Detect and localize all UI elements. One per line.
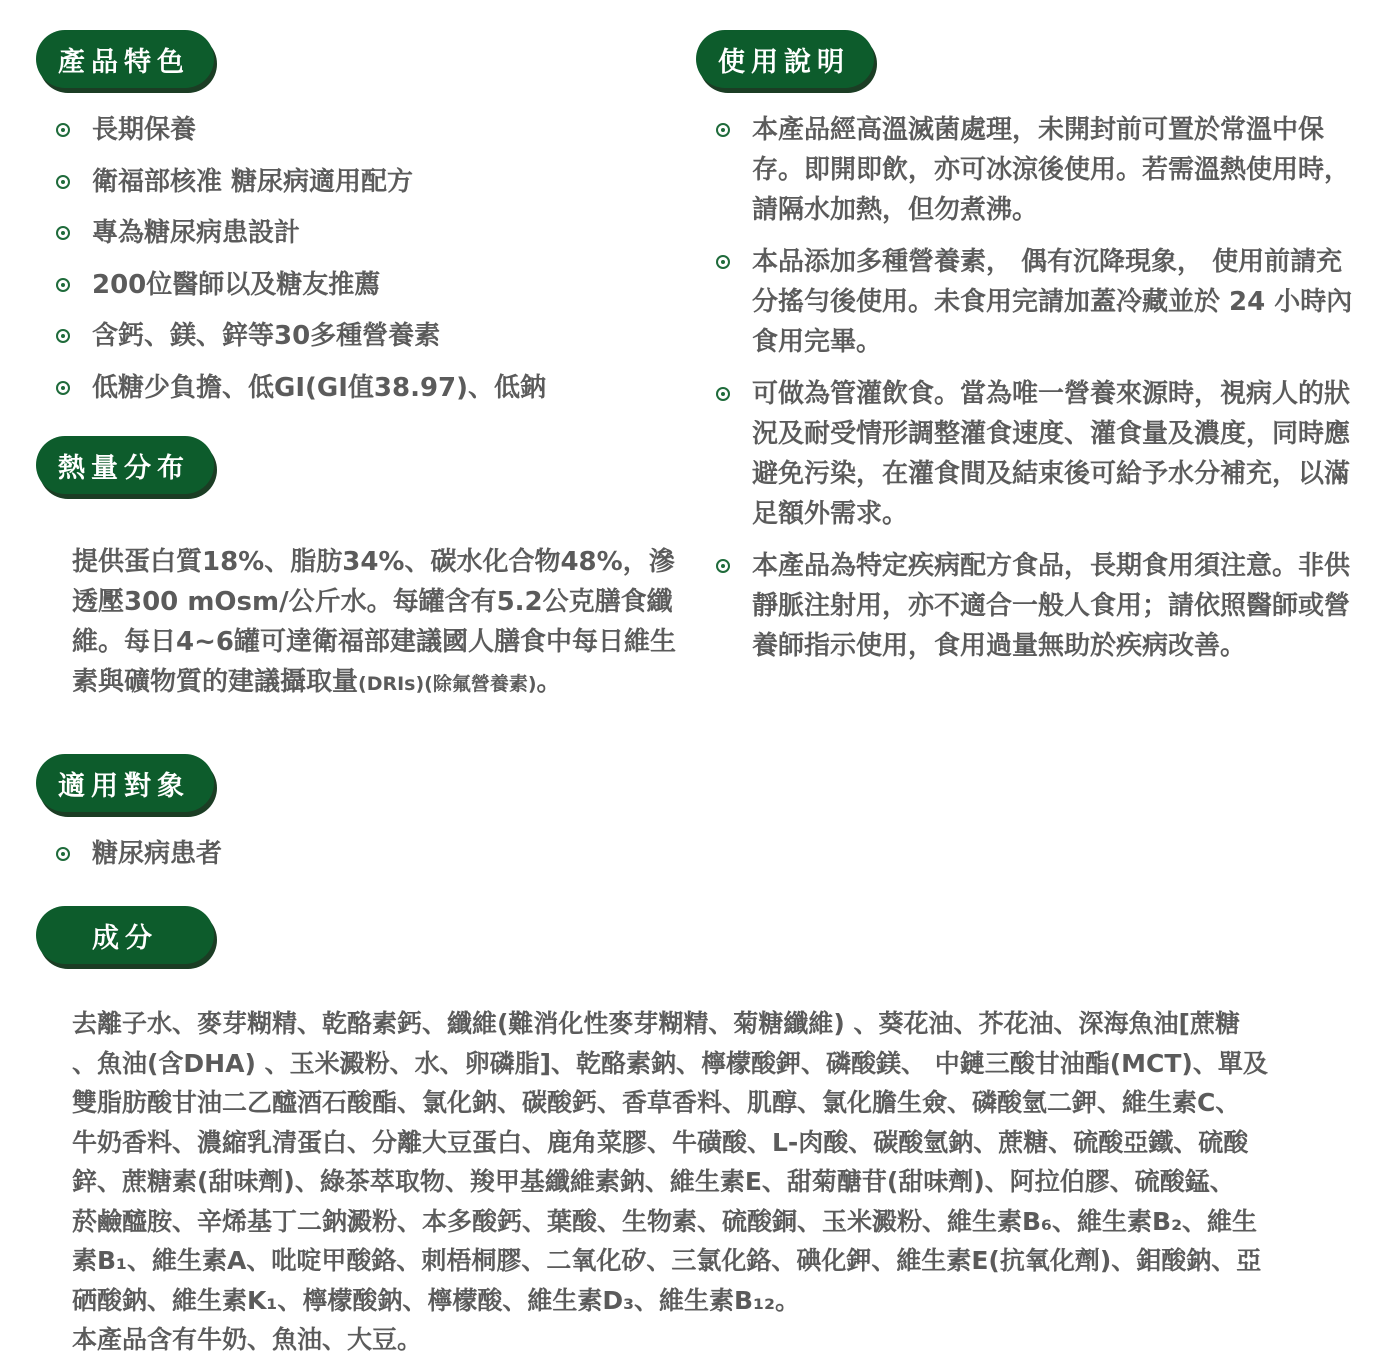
list-item: 長期保養: [56, 114, 676, 166]
section-header-features: 產品特色: [36, 30, 214, 88]
list-item: 本品添加多種營養素， 偶有沉降現象， 使用前請充分搖勻後使用。未食用完請加蓋冷藏並於 24 小時內食用完畢。: [716, 242, 1366, 362]
usage-list: [716, 110, 1366, 678]
list-item: 專為糖尿病患設計: [56, 217, 676, 269]
list-item: 本產品為特定疾病配方食品，長期食用須注意。非供靜脈注射用，亦不適合一般人食用；請依照醫師或營養師指示使用，食用過量無助於疾病改善。: [716, 546, 1366, 666]
allergen-note: 本產品含有牛奶、魚油、大豆。: [72, 1325, 423, 1354]
bullet-icon: [56, 847, 70, 861]
bullet-icon: [716, 559, 730, 573]
section-header-ingredients: 成分: [36, 906, 214, 964]
bullet-icon: [56, 278, 70, 292]
list-item: 可做為管灌飲食。當為唯一營養來源時，視病人的狀況及耐受情形調整灌食速度、灌食量及濃度，同時應避免污染，在灌食間及結束後可給予水分補充，以滿足額外需求。: [716, 374, 1366, 534]
features-list: [56, 114, 676, 423]
bullet-icon: [56, 123, 70, 137]
bullet-icon: [716, 123, 730, 137]
bullet-icon: [56, 329, 70, 343]
list-item: 本產品經高溫滅菌處理，未開封前可置於常溫中保存。即開即飲，亦可冰涼後使用。若需溫熱使用時，請隔水加熱，但勿煮沸。: [716, 110, 1366, 230]
list-item: 含鈣、鎂、鋅等30多種營養素: [56, 320, 676, 372]
section-header-usage: 使用說明: [696, 30, 874, 88]
target-list: [56, 838, 656, 870]
bullet-icon: [56, 175, 70, 189]
list-item: 低糖少負擔、低GI(GI值38.97)、低鈉: [56, 372, 676, 424]
bullet-icon: [56, 381, 70, 395]
bullet-icon: [716, 255, 730, 269]
list-item: 糖尿病患者: [56, 838, 656, 870]
section-header-target: 適用對象: [36, 754, 214, 812]
list-item: 200位醫師以及糖友推薦: [56, 269, 676, 321]
list-item: 衛福部核准 糖尿病適用配方: [56, 166, 676, 218]
ingredients-paragraph: 去離子水、麥芽糊精、乾酪素鈣、纖維(難消化性麥芽糊精、菊糖纖維) 、葵花油、芥花油、深海魚油[蔗糖 、魚油(含DHA) 、玉米澱粉、水、卵磷脂]、乾酪素鈉、檸檬酸鉀、磷酸鎂、 中鏈三酸甘油酯(MCT)、單及 雙脂肪酸甘油二乙醯酒石酸酯、氯化鈉、碳酸鈣、香草香料、肌醇、氯化膽生僉、磷酸氫二鉀、維生素C、 牛奶香料、濃縮乳清蛋白、分離大豆蛋白、鹿角菜膠、牛磺酸、L-肉酸、碳酸氫鈉、蔗糖、硫酸亞鐵、硫酸 鋅、蔗糖素(甜味劑)、綠茶萃取物、羧甲基纖維素鈉、維生素E、甜菊醣苷(甜味劑)、阿拉伯膠、硫酸錳、 菸鹼醯胺、辛烯基丁二鈉澱粉、本多酸鈣、葉酸、生物素、硫酸銅、玉米澱粉、維生素B₆、維生素B₂、維生 素B₁、維生素A、吡啶甲酸鉻、刺梧桐膠、二氧化矽、三氯化鉻、碘化鉀、維生素E(抗氧化劑)、鉬酸鈉、亞 硒酸鈉、維生素K₁、檸檬酸鈉、檸檬酸、維生素D₃、維生素B₁₂。: [72, 1009, 1268, 1315]
section-header-energy: 熱量分布: [36, 436, 214, 494]
bullet-icon: [716, 387, 730, 401]
energy-paragraph: 提供蛋白質18%、脂肪34%、碳水化合物48%，滲透壓300 mOsm/公斤水。每罐含有5.2公克膳食纖維。每日4~6罐可達衛福部建議國人膳食中每日維生素與礦物質的建議攝取量(DRIs)(除氟營養素)。: [72, 547, 676, 697]
bullet-icon: [56, 226, 70, 240]
